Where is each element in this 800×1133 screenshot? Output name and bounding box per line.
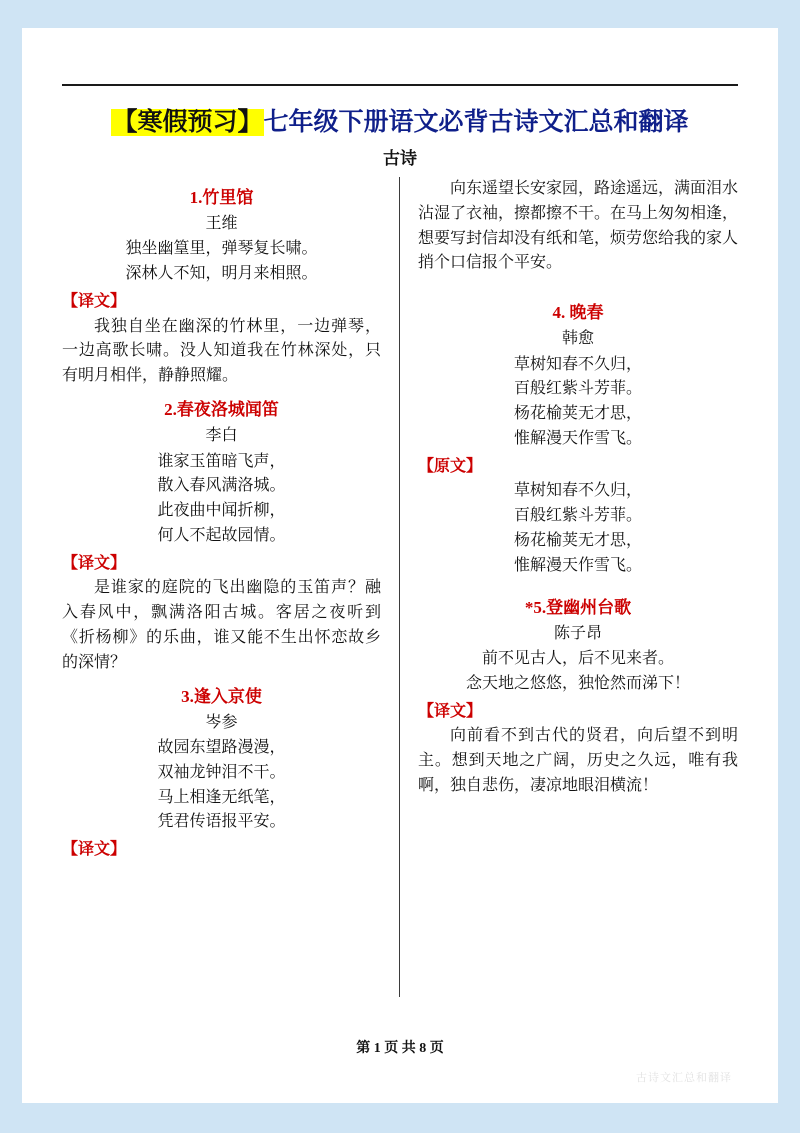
- translation-label: 【译文】: [62, 841, 127, 859]
- poem-line: 百般红紫斗芳菲。: [513, 507, 642, 525]
- poem-line: 惟解漫天作雪飞。: [513, 556, 642, 574]
- watermark: 古诗文汇总和翻译: [636, 1072, 732, 1084]
- translation-label: 【译文】: [62, 554, 127, 572]
- header-divider: [62, 84, 738, 86]
- poem-line: 念天地之悠悠，独怆然而涕下！: [465, 674, 690, 692]
- poem-line: 此夜曲中闻折柳，: [157, 502, 286, 520]
- two-column-body: [62, 177, 738, 997]
- translation-label: 【译文】: [418, 702, 483, 720]
- original-label: 【原文】: [418, 457, 483, 475]
- translation-text: 我独自坐在幽深的竹林里，一边弹琴，一边高歌长啸。没人知道我在竹林深处，只有明月相伴，静静照耀。: [62, 317, 381, 385]
- page-title: [62, 108, 738, 138]
- poem-line: 百般红紫斗芳菲。: [513, 380, 642, 398]
- poem-author: 岑参: [205, 713, 238, 731]
- poem-author: 陈子昂: [553, 624, 602, 642]
- right-column: [400, 177, 738, 997]
- poem-line: 惟解漫天作雪飞。: [513, 430, 642, 448]
- page-title-rest: 七年级下册语文必背古诗文汇总和翻译: [263, 109, 689, 136]
- poem-line: 草树知春不久归，: [513, 482, 642, 500]
- poem-author: 王维: [205, 215, 238, 233]
- translation-continuation-text: 向东遥望长安家园，路途遥远，满面泪水沾湿了衣袖，擦都擦不干。在马上匆匆相逢，想要写封信却没有纸和笔，烦劳您给我的家人捎个口信报个平安。: [418, 180, 739, 272]
- poem-line: 何人不起故园情。: [157, 526, 286, 544]
- poem-line: 杨花榆荚无才思，: [513, 405, 642, 423]
- poem-line: 草树知春不久归，: [513, 355, 642, 373]
- poem-line: 凭君传语报平安。: [157, 813, 286, 831]
- poem-title: 4. 晚春: [552, 303, 604, 323]
- poem-title: 2.春夜洛城闻笛: [164, 400, 279, 420]
- poem-line: 故园东望路漫漫，: [157, 739, 286, 756]
- poem-title: *5.登幽州台歌: [524, 597, 632, 617]
- document-page: [22, 28, 778, 1103]
- poem-entry: [62, 187, 381, 389]
- left-column: [62, 177, 400, 997]
- poem-author: 韩愈: [561, 330, 594, 348]
- poem-entry: [62, 399, 381, 675]
- poem-line: 前不见古人，后不见来者。: [481, 650, 674, 668]
- poem-line: 散入春风满洛城。: [157, 477, 286, 495]
- translation-text: 是谁家的庭院的飞出幽隐的玉笛声？融入春风中，飘满洛阳古城。客居之夜听到《折杨柳》的乐曲，谁又能不生出怀恋故乡的深情？: [62, 579, 381, 671]
- poem-title: 1.竹里馆: [189, 188, 254, 207]
- poem-author: 李白: [205, 427, 238, 445]
- translation-text: 向前看不到古代的贤君，向后望不到明主。想到天地之广阔，历史之久远，唯有我啊，独自悲伤，凄凉地眼泪横流！: [418, 727, 738, 794]
- translation-label: 【译文】: [62, 293, 127, 311]
- poem-line: 杨花榆荚无才思，: [513, 532, 642, 550]
- page-title-highlight: 【寒假预习】: [112, 109, 263, 136]
- poem-line: 双袖龙钟泪不干。: [157, 763, 286, 781]
- poem-entry: [418, 597, 738, 799]
- poem-line: 马上相逢无纸笔，: [157, 788, 286, 806]
- poem-line: 独坐幽篁里，弹琴复长啸。: [125, 240, 318, 258]
- poem-title: 3.逢入京使: [181, 686, 262, 706]
- poem-entry: [418, 302, 738, 578]
- poem-line: 谁家玉笛暗飞声，: [157, 452, 286, 470]
- document-subtitle: 古诗: [383, 149, 417, 168]
- page-footer: 第 1 页 共 8 页: [356, 1041, 444, 1056]
- poem-entry: [62, 686, 381, 863]
- poem-line: 深林人不知，明月来相照。: [125, 265, 318, 283]
